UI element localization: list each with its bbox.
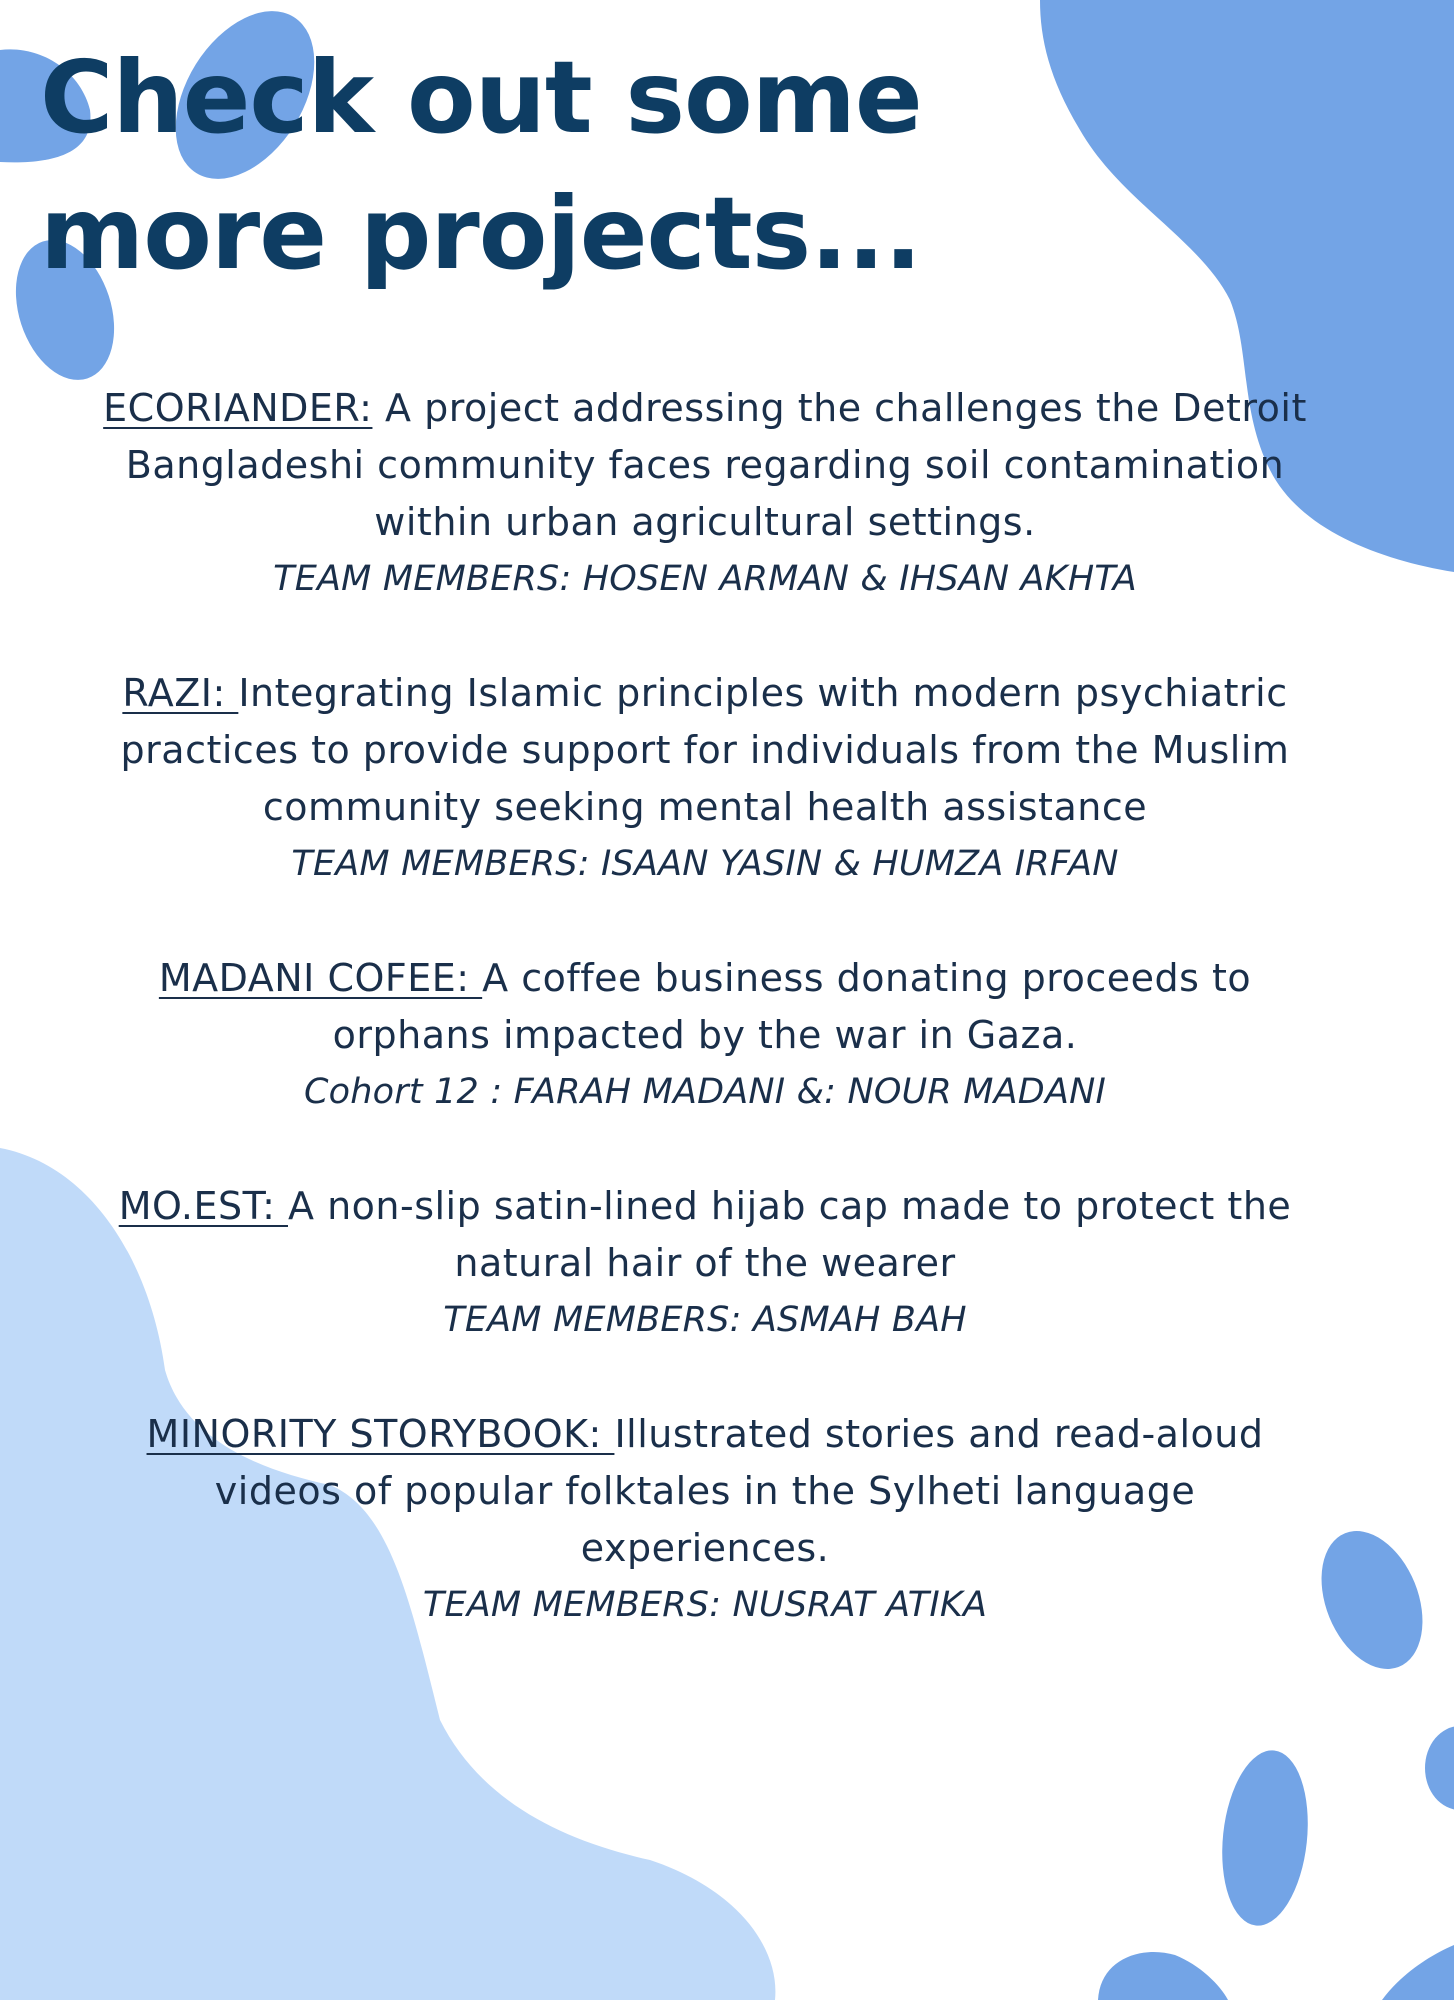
project-label: ECORIANDER: (103, 386, 373, 430)
project-description-text: A project addressing the challenges the Detroit Bangladeshi community faces regarding soil contamination within urban agricultural settings. (125, 386, 1307, 544)
project-description-text: A coffee business donating proceeds to orphans impacted by the war in Gaza. (332, 956, 1252, 1057)
project-team: TEAM MEMBERS: ISAAN YASIN & HUMZA IRFAN (291, 844, 1119, 884)
project-team: TEAM MEMBERS: NUSRAT ATIKA (422, 1585, 988, 1625)
project-description-text: Illustrated stories and read-aloud videos of popular folktales in the Sylheti language experiences. (214, 1412, 1264, 1570)
project-madani-cofee (90, 950, 1320, 1121)
project-label: MINORITY STORYBOOK: (146, 1412, 615, 1456)
project-description-text: A non-slip satin-lined hijab cap made to protect the natural hair of the wearer (288, 1184, 1292, 1285)
project-label: RAZI: (122, 671, 239, 715)
project-team: Cohort 12 : FARAH MADANI &: NOUR MADANI (304, 1072, 1106, 1112)
project-team: TEAM MEMBERS: HOSEN ARMAN & IHSAN AKHTA (273, 559, 1137, 599)
project-label: MO.EST: (118, 1184, 288, 1228)
project-mo-est (90, 1178, 1320, 1349)
dark-circle-right-edge (1425, 1726, 1454, 1810)
dark-blob-bottom-center (1098, 1952, 1228, 2000)
dark-oval-bottom (1214, 1746, 1316, 1930)
project-description (90, 665, 1320, 836)
project-description (90, 950, 1320, 1064)
project-label: MADANI COFEE: (158, 956, 483, 1000)
project-description-text: Integrating Islamic principles with modern psychiatric practices to provide support for individuals from the Muslim community seeking mental health assistance (120, 671, 1290, 829)
page-title: Check out some more projects... (40, 39, 922, 292)
project-minority-storybook (90, 1406, 1320, 1634)
project-description (90, 1406, 1320, 1577)
dark-blob-bottom-right (1382, 1945, 1454, 2000)
project-razi (90, 665, 1320, 893)
project-description (90, 1178, 1320, 1292)
project-team: TEAM MEMBERS: ASMAH BAH (443, 1300, 967, 1340)
project-list (90, 380, 1320, 1691)
project-ecoriander (90, 380, 1320, 608)
project-description (90, 380, 1320, 551)
dark-oval-right (1302, 1516, 1441, 1684)
